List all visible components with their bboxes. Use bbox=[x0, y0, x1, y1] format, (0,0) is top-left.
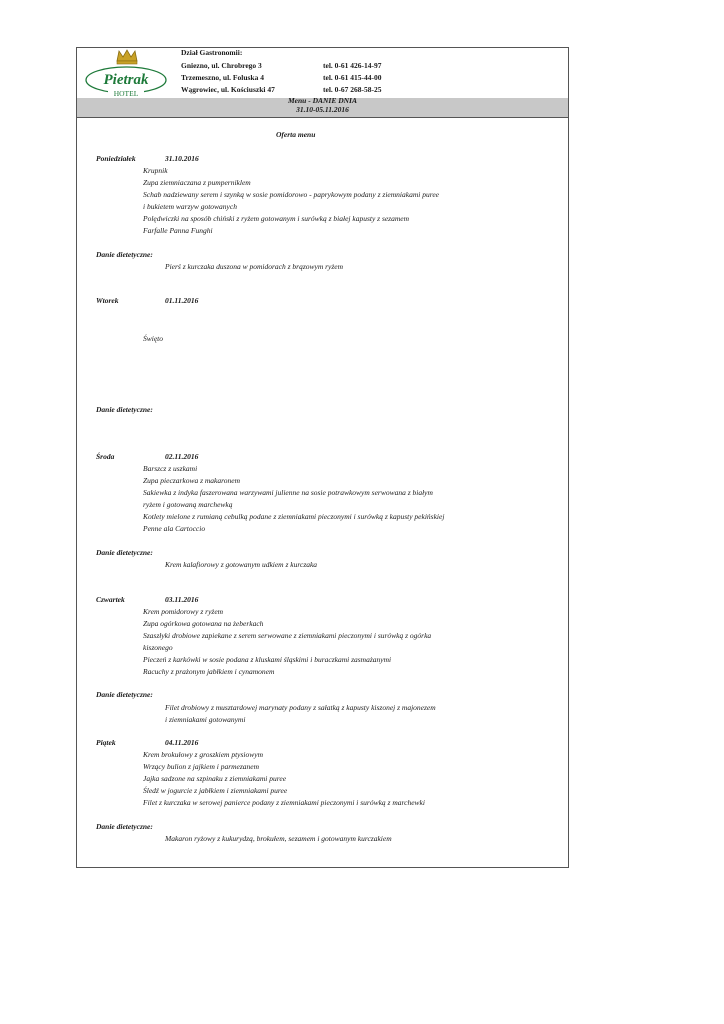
day-name: Czwartek bbox=[96, 595, 125, 604]
menu-item: Wrzący bulion z jajkiem i parmezanem bbox=[143, 762, 260, 771]
day-name: Wtorek bbox=[96, 296, 119, 305]
phone-wagrowiec: tel. 0-67 268-58-25 bbox=[323, 85, 382, 94]
menu-item: Filet z kurczaka w serowej panierce podany z ziemniakami pieczonymi i surówką z marchewki bbox=[143, 798, 425, 807]
menu-item: Racuchy z prażonym jabłkiem i cynamonem bbox=[143, 667, 275, 676]
diet-item: Makaron ryżowy z kukurydzą, brokułem, sezamem i gotowanym kurczakiem bbox=[165, 834, 392, 843]
menu-item: ryżem i gotowaną marchewką bbox=[143, 500, 233, 509]
offer-title: Oferta menu bbox=[276, 130, 316, 139]
letterhead bbox=[77, 48, 568, 99]
hotel-logo bbox=[81, 48, 171, 98]
menu-title-band bbox=[77, 98, 568, 118]
menu-item: Farfalle Panna Funghi bbox=[143, 226, 213, 235]
menu-title: Menu - DANIE DNIA bbox=[288, 96, 357, 105]
date-range: 31.10-05.11.2016 bbox=[296, 105, 349, 114]
menu-item: Schab nadziewany serem i szynką w sosie pomidorowo - paprykowym podany z ziemniakami puree bbox=[143, 190, 440, 199]
brand-name: Pietrak bbox=[103, 72, 149, 88]
diet-item: Krem kalafiorowy z gotowanym udkiem z kurczaka bbox=[165, 560, 318, 569]
menu-item: Polędwiczki na sposób chiński z ryżem gotowanym i surówką z białej kapusty z sezamem bbox=[143, 214, 410, 223]
day-name: Środa bbox=[96, 452, 115, 461]
menu-item: Krem brokułowy z groszkiem ptysiowym bbox=[143, 750, 263, 759]
menu-item: Zupa ogórkowa gotowana na żeberkach bbox=[143, 619, 264, 628]
brand-subtitle: HOTEL bbox=[113, 89, 139, 98]
address-wagrowiec: Wągrowiec, ul. Kościuszki 47 bbox=[181, 85, 275, 94]
menu-item: Barszcz z uszkami bbox=[143, 464, 198, 473]
day-date: 04.11.2016 bbox=[165, 738, 199, 747]
menu-item: Krupnik bbox=[143, 166, 168, 175]
menu-item: i bukietem warzyw gotowanych bbox=[143, 202, 237, 211]
address-trzemeszno: Trzemeszno, ul. Foluska 4 bbox=[181, 73, 264, 82]
phone-gniezno: tel. 0-61 426-14-97 bbox=[323, 61, 382, 70]
menu-item: kiszonego bbox=[143, 643, 173, 652]
menu-item: Zupa ziemniaczana z pumperniklem bbox=[143, 178, 251, 187]
diet-label: Danie dietetyczne: bbox=[96, 690, 153, 699]
diet-item: i ziemniakami gotowanymi bbox=[165, 715, 246, 724]
menu-item: Szaszłyki drobiowe zapiekane z serem serwowane z ziemniakami pieczonymi i surówką z ogórka bbox=[143, 631, 432, 640]
day-date: 31.10.2016 bbox=[165, 154, 199, 163]
diet-item: Filet drobiowy z musztardowej marynaty podany z sałatką z kapusty kiszonej z majonezem bbox=[165, 703, 436, 712]
diet-label: Danie dietetyczne: bbox=[96, 548, 153, 557]
menu-item: Pieczeń z karkówki w sosie podana z kluskami śląskimi i buraczkami zasmażanymi bbox=[143, 655, 392, 664]
address-gniezno: Gniezno, ul. Chrobrego 3 bbox=[181, 61, 262, 70]
menu-item: Zupa pieczarkowa z makaronem bbox=[143, 476, 241, 485]
menu-item: Jajka sadzone na szpinaku z ziemniakami puree bbox=[143, 774, 287, 783]
diet-label: Danie dietetyczne: bbox=[96, 822, 153, 831]
day-date: 03.11.2016 bbox=[165, 595, 199, 604]
day-date: 02.11.2016 bbox=[165, 452, 199, 461]
menu-item: Śledź w jogurcie z jabłkiem i ziemniakami puree bbox=[143, 786, 288, 795]
menu-item: Penne ala Cartoccio bbox=[143, 524, 206, 533]
department-label: Dział Gastronomii: bbox=[181, 48, 243, 57]
menu-item: Sakiewka z indyka faszerowana warzywami julienne na sosie potrawkowym serwowana z białym bbox=[143, 488, 433, 497]
menu-item: Święto bbox=[143, 334, 163, 343]
diet-label: Danie dietetyczne: bbox=[96, 250, 153, 259]
phone-trzemeszno: tel. 0-61 415-44-00 bbox=[323, 73, 382, 82]
diet-label: Danie dietetyczne: bbox=[96, 405, 153, 414]
day-name: Poniedziałek bbox=[96, 154, 136, 163]
day-date: 01.11.2016 bbox=[165, 296, 199, 305]
diet-item: Pierś z kurczaka duszona w pomidorach z brązowym ryżem bbox=[165, 262, 344, 271]
day-name: Piątek bbox=[96, 738, 116, 747]
menu-item: Kotlety mielone z rumianą cebulką podane z ziemniakami pieczonymi i surówką z kapusty pekińskiej bbox=[143, 512, 445, 521]
menu-item: Krem pomidorowy z ryżem bbox=[143, 607, 224, 616]
